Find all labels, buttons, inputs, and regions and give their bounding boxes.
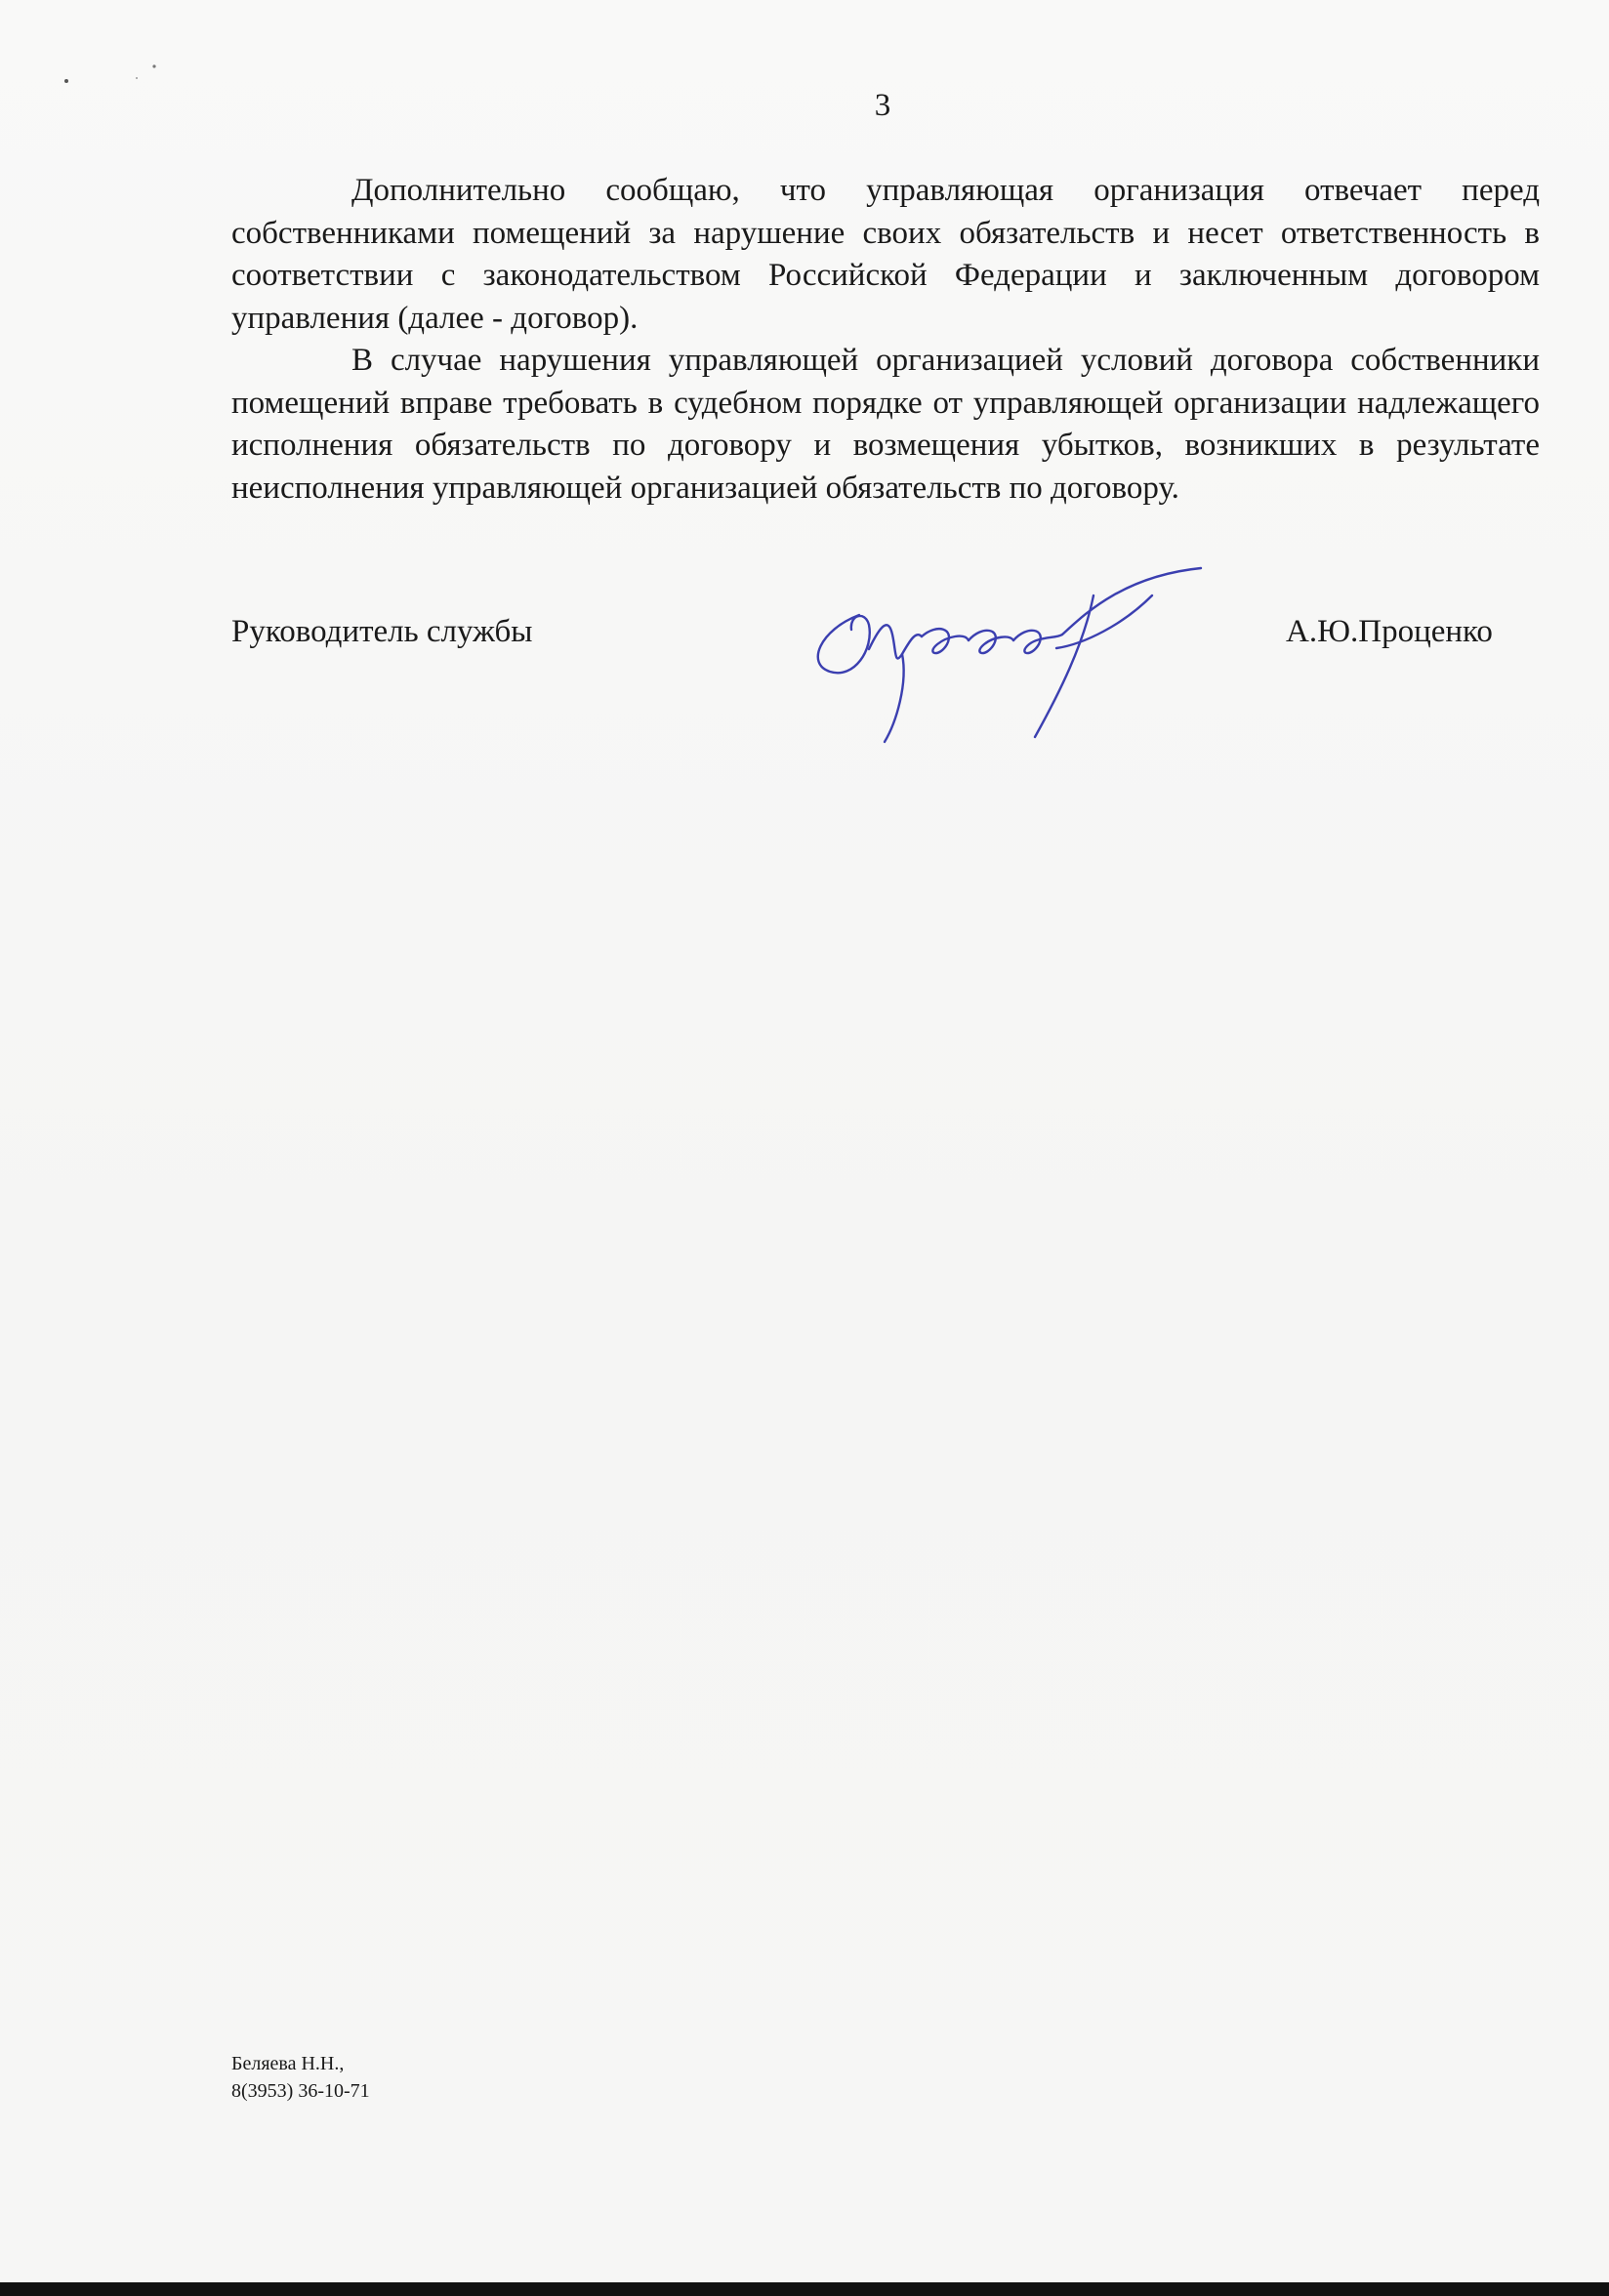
paragraph-breach-rights: В случае нарушения управляющей организацией условий договора собственники помещений вправе требовать в судебном порядке от управляющей организации надлежащего исполнения обязательств по договору и возмещения убытков, возникших в результате неисполнения управляющей организацией обязательств по договору. bbox=[231, 343, 1540, 506]
scan-bottom-edge bbox=[0, 2282, 1609, 2296]
executor-name: Беляева Н.Н., bbox=[231, 2053, 345, 2074]
handwritten-signature bbox=[801, 556, 1240, 752]
signatory-position: Руководитель службы bbox=[231, 614, 533, 649]
signatory-name: А.Ю.Проценко bbox=[1286, 614, 1493, 649]
page-number: 3 bbox=[874, 88, 891, 123]
paragraph-responsibility: Дополнительно сообщаю, что управляющая организация отвечает перед собственниками помещений за нарушение своих обязательств и несет ответственность в соответствии с законодательством Российской Федерации и заключенным договором управления (далее - договор). bbox=[231, 173, 1540, 336]
executor-info bbox=[231, 2050, 370, 2105]
letter-body bbox=[231, 170, 1540, 510]
executor-phone: 8(3953) 36-10-71 bbox=[231, 2080, 370, 2102]
